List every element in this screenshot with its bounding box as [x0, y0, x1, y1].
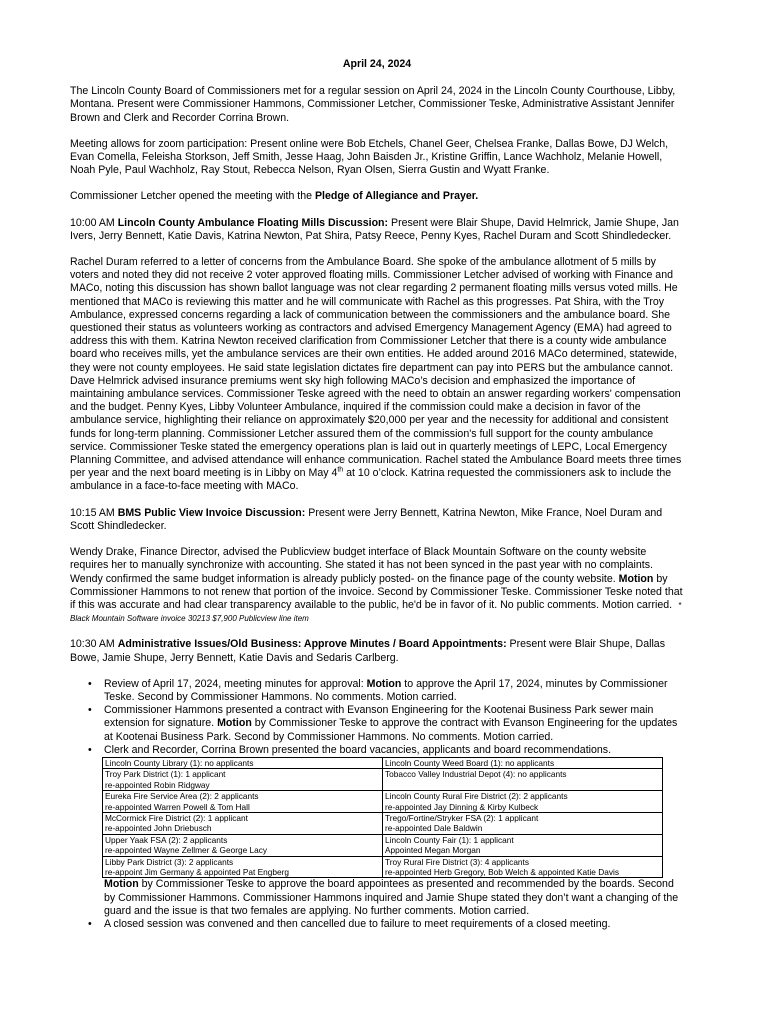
table-cell	[383, 812, 663, 834]
table-cell-line: Libby Park District (3): 2 applicants	[105, 856, 234, 867]
table-cell-line: re-appointed Herb Gregory, Bob Welch & appointed Katie Davis	[385, 867, 619, 877]
table-row	[103, 791, 663, 813]
table-cell-line: re-appointed Wayne Zellmer & George Lacy	[105, 845, 268, 856]
opening-text: Commissioner Letcher opened the meeting with the	[70, 190, 315, 203]
table-cell	[103, 856, 383, 878]
minutes-approval-bullet: • Review of April 17, 2024, meeting minutes for approval: Motion to approve the April 17, 2024, minutes by Commissioner Teske. Second by Commissioner Hammons. No comments. Motion carried.	[104, 678, 684, 704]
table-cell-line: Trego/Fortine/Stryker FSA (2): 1 applicant	[385, 812, 539, 823]
table-cell	[383, 856, 663, 878]
table-cell	[383, 834, 663, 856]
opening-paragraph	[70, 190, 684, 203]
admin-title: Administrative Issues/Old Business: Approve Minutes / Board Appointments:	[117, 638, 507, 651]
table-cell-line: re-appoint Jim Germany & appointed Pat Engberg	[105, 867, 290, 877]
bms-body-a: Wendy Drake, Finance Director, advised the Publicview budget interface of Black Mountain Software on the county website requires her to manually synchronize with accounting. She stated it has not been synced in the past year with no complaints. Wendy confirmed the same budget information is already publicly posted- on the finance page of the county website.	[70, 546, 653, 585]
appointments-motion-paragraph: Motion by Commissioner Teske to approve the board appointees as presented and recommended by the boards. Second by Commissioner Hammons. Commissioner Hammons inquired and Jamie Shupe stated they don’t want a changing of the guard and the issue is that two females are applying. No further comments. Motion carried.	[104, 878, 679, 917]
ambulance-title: Lincoln County Ambulance Floating Mills Discussion:	[117, 216, 389, 229]
table-cell-line: re-appointed Warren Powell & Tom Hall	[105, 801, 250, 812]
table-row	[103, 757, 663, 768]
table-cell-line: re-appointed Robin Ridgway	[105, 779, 210, 790]
bms-time: 10:15 AM	[70, 506, 118, 519]
table-cell-line: re-appointed Jay Dinning & Kirby Kulbeck	[385, 801, 539, 812]
ambulance-body-superscript: th	[337, 466, 344, 474]
evanson-contract-bullet: • Commissioner Hammons presented a contract with Evanson Engineering for the Kootenai Business Park sewer main extension for signature. Motion by Commissioner Teske to approve the contract with Evanson Engineering for the updates at Kootenai Business Park. Second by Commissioner Hammons. No comments. Motion carried.	[104, 704, 684, 744]
table-cell-line: Upper Yaak FSA (2): 2 applicants	[105, 834, 228, 845]
pledge-text: Pledge of Allegiance and Prayer.	[314, 190, 479, 203]
ambulance-heading-paragraph	[70, 217, 684, 243]
table-cell-line: Lincoln County Rural Fire District (2): 2 applicants	[385, 791, 568, 802]
table-cell-line: Lincoln County Weed Board (1): no applicants	[385, 757, 555, 768]
bms-title: BMS Public View Invoice Discussion:	[117, 506, 306, 519]
admin-heading-paragraph	[70, 638, 684, 664]
table-cell-line: re-appointed John Driebusch	[105, 823, 212, 834]
table-cell-line: re-appointed Dale Baldwin	[385, 823, 483, 834]
table-cell-line: Lincoln County Library (1): no applicants	[105, 757, 254, 768]
closed-session-bullet: • A closed session was convened and then cancelled due to failure to meet requirements of a closed meeting.	[104, 918, 684, 931]
board-vacancies-bullet: • Clerk and Recorder, Corrina Brown presented the board vacancies, applicants and board recommendations. Lincoln County Library (1): no applicants Lincoln County Weed Board (1): no applicants Troy Park District (1): 1 applicant re-appointed Robin Ridgway Tobacco Valley Industrial Depot (4): no applicants Eureka Fire Service Area (2): 2 applicants re-appointed Warren Powell & Tom Hall Lincoln County Rural Fire District (2): 2 applicants re-appointed Jay Dinning & Kirby Kulbeck McCormick Fire District (2): 1 applicant re-appointed John Driebusch Trego/Fortine/Stryker FSA (2): 1 applicant re-appointed Dale Baldwin Upper Yaak FSA (2): 2 applicants re-appointed Wayne Zellmer & George Lacy Lincoln County Fair (1): 1 applicant Appointed Megan Morgan Libby Park District (3): 2 applicants re-appoint Jim Germany & appointed Pat Engberg Troy Rural Fire District (3): 4 applicants re-appointed Herb Gregory, Bob Welch & appointed Katie Davis Motion by Commissioner Teske to approve the board appointees as presented and recommended by the boards. Second by Commissioner Hammons. Commissioner Hammons inquired and Jamie Shupe stated they don’t want a changing of the guard and the issue is that two females are applying. No further comments. Motion carried.	[104, 744, 684, 918]
ambulance-body-a: Rachel Duram referred to a letter of concerns from the Ambulance Board. She spoke of the ambulance allotment of 5 mills by voters and noted they did not receive 2 voter approved floating mills. Commissioner Letcher advised of working with Finance and MACo, noting this discussion has shown ballot language was not clear regarding 2 permanent floating mills versus voted mills. He mentioned that MACo is reviewing this matter and he will communicate with Rachel as this progresses. Pat Shira, with the Troy Ambulance, expressed concerns regarding a lack of communication between the commissioners and the ambulance board. She questioned their status as volunteers working as contractors and advised Emergency Management Agency (EMA) had agreed to address this with them. Katrina Newton received clarification from Commissioner Letcher that there is a county wide ambulance board who receives mills, yet the ambulance services are their own entities. He added around 2016 MACo determined, statewide, they were not county employees. He said state legislation dictates fire department can pay into PERS but the ambulance cannot. Dave Helmrick advised insurance premiums went sky high following MACo’s decision and emphasized the importance of maintaining ambulance services. Commissioner Teske agreed with the need to obtain an answer regarding workers' compensation and the budget. Penny Kyes, Libby Volunteer Ambulance, inquired if the commission could make a decision in favor of the ambulance service, highlighting their reliance on approximately $20,000 per year and the necessity for additional and consistent funds for long-term planning. Commissioner Letcher assured them of the commission's full support for the county ambulance service. Commissioner Teske stated the emergency operations plan is laid out in quarterly meetings of LEPC, Local Emergency Planning Committee, and advised attendance will enhance communication. Rachel stated the Ambulance Board meets three times per year and the next board meeting is in Libby on May 4	[70, 256, 682, 480]
bms-heading-paragraph	[70, 507, 684, 533]
table-cell-line: McCormick Fire District (2): 1 applicant	[105, 812, 248, 823]
ambulance-body-b: at 10 o’clock. Katrina requested the commissioners ask to include the ambulance in a face-to-face meeting with MACo.	[70, 467, 672, 493]
table-cell-line: Appointed Megan Morgan	[385, 845, 481, 856]
ambulance-present: Present were Blair Shupe, David Helmrick, Jamie Shupe, Jan Ivers, Jerry Bennett, Katie Davis, Katrina Newton, Pat Shira, Patsy Reece, Penny Kyes, Rachel Duram and Scott Shindledecker.	[70, 216, 679, 242]
appointments-motion-label: Motion	[104, 878, 139, 891]
bms-body-b: by Commissioner Hammons to not renew that portion of the invoice. Second by Commissioner Teske. Commissioner Teske noted that if this was accurate and had clear transparency available to the public, he'd be in favor of it. No public comments. Motion carried.	[70, 572, 683, 611]
board-appointments-table	[102, 757, 663, 878]
table-cell-line: Tobacco Valley Industrial Depot (4): no applicants	[385, 769, 567, 780]
zoom-participants-paragraph: Meeting allows for zoom participation: Present online were Bob Etchels, Chanel Geer, Chelsea Franke, Dallas Bowe, DJ Welch, Evan Comella, Feleisha Storkson, Jeff Smith, Jesse Haag, John Baisden Jr., Kristine Griffin, Lance Wachholz, Melanie Howell, Noah Pyle, Paul Wachholz, Ray Stout, Rebecca Nelson, Ryan Olsen, Sierra Gustin and Wyatt Franke.	[70, 137, 669, 177]
bms-motion-label: Motion	[618, 572, 654, 585]
table-cell-line: Troy Rural Fire District (3): 4 applicants	[385, 856, 530, 867]
table-cell-line: Eureka Fire Service Area (2): 2 applicants	[105, 791, 259, 802]
table-row	[103, 856, 663, 878]
ambulance-discussion-paragraph	[70, 256, 684, 494]
table-cell	[383, 769, 663, 791]
table-row	[103, 812, 663, 834]
admin-bullet-list	[70, 678, 684, 932]
minutes-motion-label: Motion	[366, 677, 402, 690]
admin-present: Present were Blair Shupe, Dallas Bowe, Jamie Shupe, Jerry Bennett, Katie Davis and Sedaris Carlberg.	[70, 638, 665, 664]
table-cell-line: Lincoln County Fair (1): 1 applicant	[385, 834, 514, 845]
meeting-date: April 24, 2024	[342, 58, 412, 70]
ambulance-time: 10:00 AM	[70, 216, 118, 229]
table-cell	[103, 834, 383, 856]
table-cell	[103, 757, 383, 768]
table-cell-line: Troy Park District (1): 1 applicant	[105, 769, 226, 780]
table-cell	[103, 769, 383, 791]
table-cell	[103, 812, 383, 834]
table-row	[103, 834, 663, 856]
table-cell	[103, 791, 383, 813]
bms-invoice-note: * Black Mountain Software invoice 30213 $7,900 Publicview line item	[70, 600, 682, 624]
bms-present: Present were Jerry Bennett, Katrina Newton, Mike France, Noel Duram and Scott Shindledecker.	[70, 506, 663, 532]
table-cell	[383, 791, 663, 813]
evanson-motion-label: Motion	[217, 717, 252, 730]
bms-discussion-paragraph	[70, 546, 684, 625]
table-row	[103, 769, 663, 791]
table-cell	[383, 757, 663, 768]
admin-time: 10:30 AM	[70, 638, 118, 651]
intro-paragraph: The Lincoln County Board of Commissioners met for a regular session on April 24, 2024 in the Lincoln County Courthouse, Libby, Montana. Present were Commissioner Hammons, Commissioner Letcher, Commissioner Teske, Administrative Assistant Jennifer Brown and Clerk and Recorder Corrina Brown.	[70, 85, 676, 124]
